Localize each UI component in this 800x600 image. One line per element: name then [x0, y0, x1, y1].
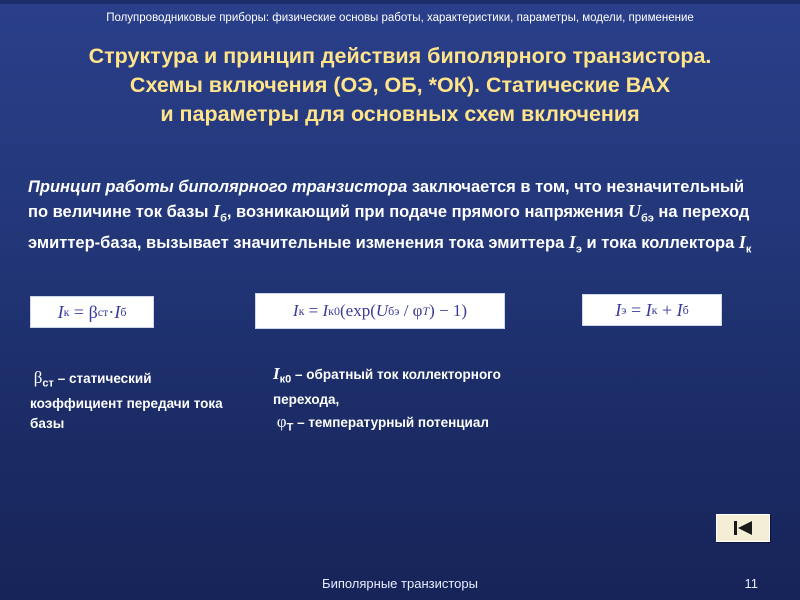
title-line-2: Схемы включения (ОЭ, ОБ, *ОК). Статические ВАХ: [129, 73, 671, 97]
note-ik0-sub: к0: [279, 373, 292, 386]
first-slide-icon: [732, 520, 754, 536]
f3-lhs: I: [615, 299, 622, 320]
intro-paragraph: [28, 175, 768, 262]
footer-label: Биполярные транзисторы: [322, 576, 478, 591]
f2-i0-sub: к0: [328, 303, 341, 318]
intro-text-2: , возникающий при подаче прямого напряжения: [226, 203, 629, 221]
first-slide-button[interactable]: [716, 514, 770, 542]
f2-phi: φ: [412, 301, 423, 320]
f1-beta-sub: ст: [97, 304, 109, 319]
formula-ie-sum: [582, 294, 722, 326]
f2-slash: /: [399, 301, 413, 320]
f1-rhs-sub: б: [120, 304, 127, 319]
slide-header: Полупроводниковые приборы: физические основы работы, характеристики, параметры, модели, применение: [106, 12, 694, 24]
title-line-1: Структура и принцип действия биполярного транзистора.: [88, 44, 712, 68]
var-u-be: U: [628, 201, 642, 221]
var-i-k: I: [738, 232, 746, 253]
f3-plus: +: [657, 299, 677, 320]
note-beta-text: – статический коэффициент передачи тока базы: [30, 371, 223, 431]
intro-text-3: на переход эмиттер-база, вызывает значительные изменения тока эмиттера: [28, 203, 750, 253]
f1-rhs: I: [114, 301, 121, 322]
f1-beta: β: [88, 301, 98, 322]
f2-i0: I: [322, 301, 329, 320]
var-i-b: I: [213, 201, 221, 221]
note-ik0-text: – обратный ток коллекторного перехода,: [273, 367, 501, 407]
note-ik0-phi: [273, 364, 533, 437]
f3-eq: =: [626, 299, 646, 320]
title-line-3: и параметры для основных схем включения: [160, 102, 640, 126]
f3-lhs-sub: э: [621, 302, 627, 317]
note-phi-sym: φ: [276, 411, 287, 431]
f2-lhs-sub: к: [298, 303, 305, 318]
slide-title: [10, 42, 790, 129]
f3-b: I: [676, 299, 683, 320]
sub-e: э: [575, 243, 582, 256]
note-phi: [273, 412, 533, 438]
var-i-e: I: [568, 232, 576, 253]
f1-dot: ·: [108, 301, 115, 322]
f2-eq: =: [304, 301, 323, 320]
f2-u-sub: бэ: [388, 303, 400, 318]
f2-body-a: (exp(: [340, 301, 376, 320]
top-rule: [0, 0, 800, 4]
sub-be: бэ: [641, 212, 654, 225]
f3-a: I: [645, 299, 652, 320]
f1-lhs: I: [57, 301, 64, 322]
intro-lead: Принцип работы биполярного транзистора: [28, 178, 408, 196]
f3-a-sub: к: [651, 302, 658, 317]
f1-lhs-sub: к: [63, 304, 70, 319]
note-phi-text: – температурный потенциал: [293, 414, 489, 430]
sub-k: к: [745, 243, 752, 256]
page-number: 11: [744, 576, 758, 591]
f3-b-sub: б: [682, 302, 689, 317]
f2-body-b: ) − 1): [429, 301, 468, 320]
intro-text-4: и тока коллектора: [581, 234, 739, 253]
note-phi-sub: T: [286, 421, 294, 434]
formula-ik-beta: [30, 296, 154, 328]
note-ik0: [273, 364, 533, 410]
f2-u: U: [375, 301, 389, 320]
note-beta: [30, 368, 230, 434]
f2-phi-sub: T: [422, 303, 430, 318]
note-beta-sub: ст: [42, 377, 54, 390]
note-beta-sym: β: [33, 368, 43, 387]
intro-text-1: заключается в том, что незначительный по величине ток базы: [28, 178, 745, 221]
f1-eq: =: [69, 301, 89, 322]
sub-b: б: [220, 212, 227, 225]
f2-lhs: I: [292, 301, 299, 320]
note-ik0-sym: I: [273, 364, 280, 383]
formula-ik-exp: [255, 293, 505, 329]
